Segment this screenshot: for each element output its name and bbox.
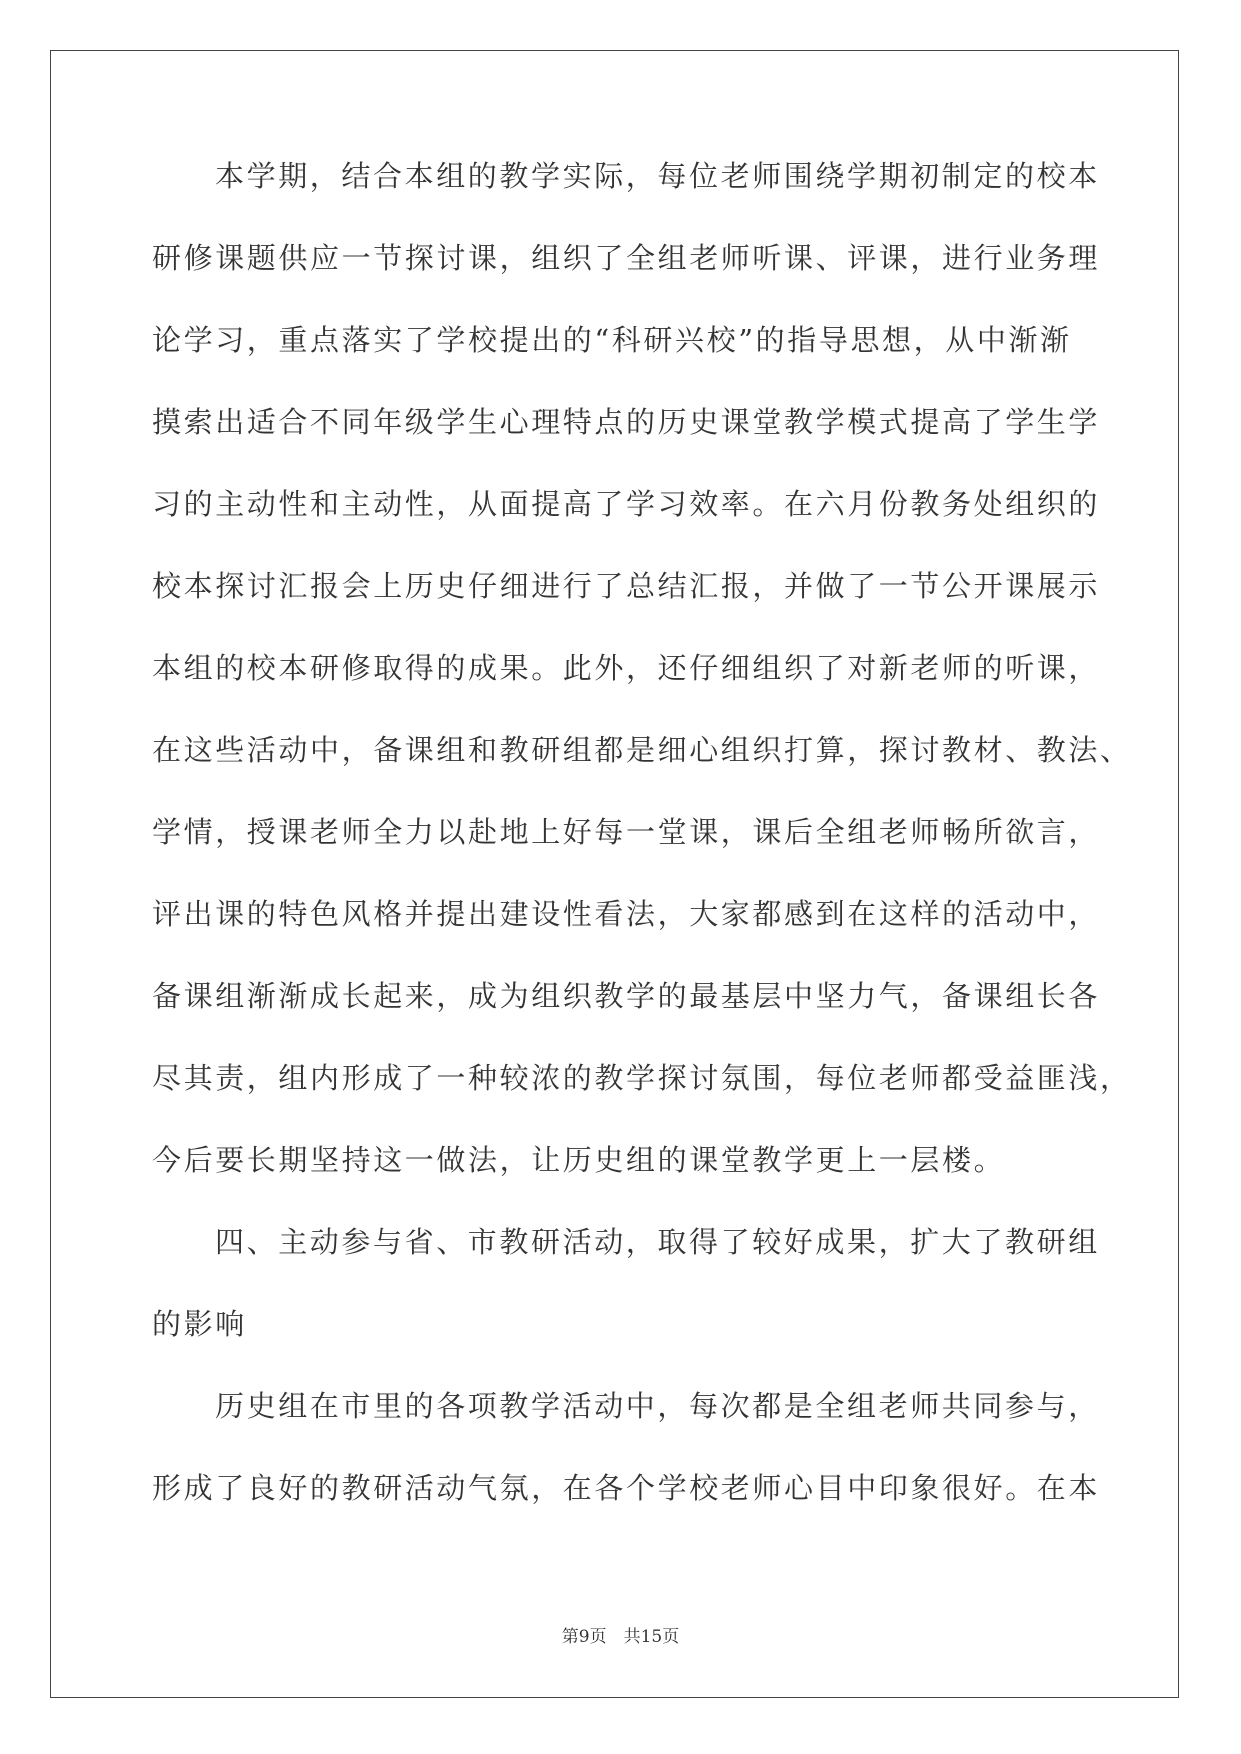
text-line: 形成了良好的教研活动气氛，在各个学校老师心目中印象很好。在本	[152, 1471, 1101, 1505]
text-line: 摸索出适合不同年级学生心理特点的历史课堂教学模式提高了学生学	[152, 405, 1101, 439]
text-line: 历史组在市里的各项教学活动中，每次都是全组老师共同参与，	[215, 1389, 1100, 1423]
text-line: 评出课的特色风格并提出建设性看法，大家都感到在这样的活动中，	[152, 897, 1101, 931]
document-body	[152, 158, 1132, 1552]
text-line: 在这些活动中，备课组和教研组都是细心组织打算，探讨教材、教法、	[152, 733, 1132, 767]
page-number: 第9页 共15页	[561, 1627, 680, 1647]
text-line: 习的主动性和主动性，从面提高了学习效率。在六月份教务处组织的	[152, 487, 1101, 521]
text-line: 本组的校本研修取得的成果。此外，还仔细组织了对新老师的听课，	[152, 651, 1101, 685]
text-line: 本学期，结合本组的教学实际，每位老师围绕学期初制定的校本	[215, 159, 1100, 193]
text-line: 尽其责，组内形成了一种较浓的教学探讨氛围，每位老师都受益匪浅，	[152, 1061, 1132, 1095]
text-line: 研修课题供应一节探讨课，组织了全组老师听课、评课，进行业务理	[152, 241, 1101, 275]
section-heading-line: 的影响	[152, 1307, 247, 1341]
text-line: 学情，授课老师全力以赴地上好每一堂课，课后全组老师畅所欲言，	[152, 815, 1101, 849]
text-line: 备课组渐渐成长起来，成为组织教学的最基层中坚力气，备课组长各	[152, 979, 1101, 1013]
text-line: 校本探讨汇报会上历史仔细进行了总结汇报，并做了一节公开课展示	[152, 569, 1101, 603]
text-line: 今后要长期坚持这一做法，让历史组的课堂教学更上一层楼。	[152, 1143, 1006, 1177]
text-line: 论学习，重点落实了学校提出的“科研兴校”的指导思想，从中渐渐	[152, 323, 1072, 357]
section-heading-line: 四、主动参与省、市教研活动，取得了较好成果，扩大了教研组	[215, 1225, 1100, 1259]
